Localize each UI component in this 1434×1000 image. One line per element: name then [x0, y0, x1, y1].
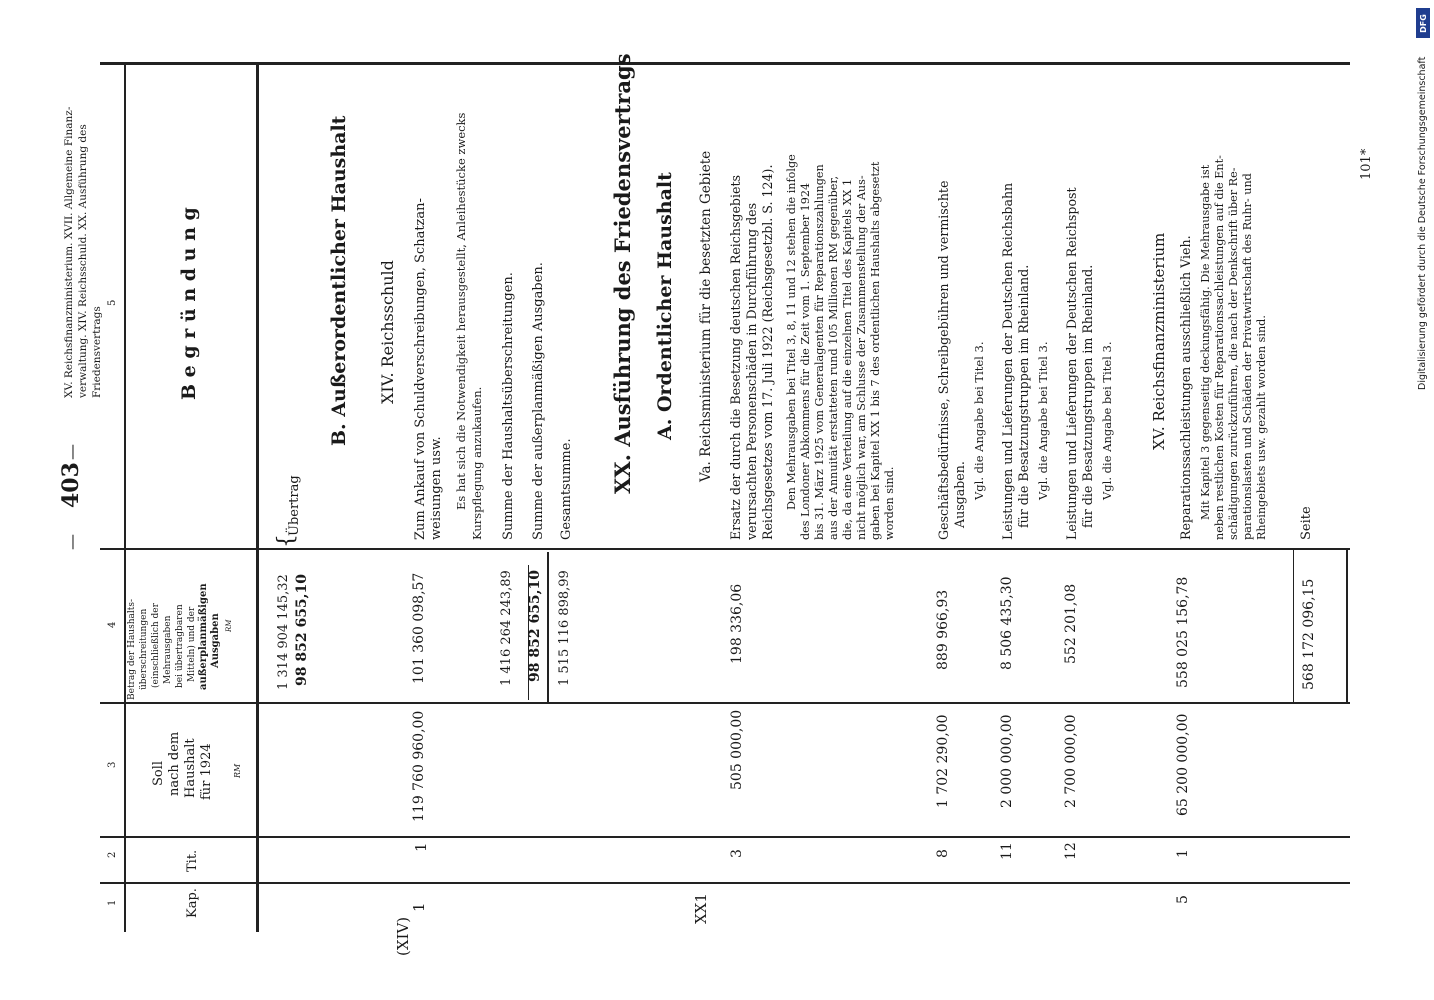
betrag-1: 101 360 098,57	[411, 572, 427, 684]
header-betrag-1: Betrag der Haushalts-	[127, 598, 137, 700]
text-5-line-5: parationslasten und Schäden der Privatwirtschaft des Ruhr- und	[1241, 173, 1254, 540]
kap-xx1: XX1	[692, 893, 710, 924]
text-11-line-a: Leistungen und Lieferungen der Deutschen Reichsbahn	[1000, 182, 1015, 540]
text-1-line-d: Kurspflegung anzukaufen.	[470, 386, 484, 540]
rule-table-end	[1346, 548, 1348, 703]
soll-12: 2 700 000,00	[1063, 714, 1079, 808]
betrag-12: 552 201,08	[1063, 583, 1079, 664]
colnum-3: 3	[107, 761, 118, 768]
text-1-line-c: Es hat sich die Notwendigkeit herausgestellt, Anleihestücke zwecks	[454, 112, 468, 510]
sum-overruns-label: Summe der Haushaltsüberschreitungen.	[501, 272, 516, 540]
text-3-line-5: des Londoner Abkommens für die Zeit vom 1. September 1924	[799, 182, 812, 540]
seite-label: Seite	[1299, 506, 1314, 540]
header-kap: Kap.	[185, 888, 200, 918]
uebertrag-amount-a: 1 314 904 145,32	[276, 574, 291, 690]
section-xv-heading: XV. Reichsfinanzministerium	[1150, 232, 1168, 450]
header-betrag-8: Ausgaben	[210, 613, 221, 668]
text-3-line-11: worden sind.	[883, 466, 896, 540]
rule-col1-col2	[100, 882, 1350, 884]
total-amount: 1 515 116 898,99	[557, 570, 572, 686]
brace-symbol: {	[274, 534, 299, 548]
colnum-2: 2	[107, 851, 118, 858]
header-soll-1: Soll	[151, 760, 166, 786]
text-5-line-1: Reparationssachleistungen ausschließlich Vieh.	[1178, 235, 1193, 540]
header-betrag-7: außerplanmäßigen	[198, 583, 209, 690]
text-11-line-c: Vgl. die Angabe bei Titel 3.	[1036, 341, 1050, 500]
text-5-line-6: Rheingebiets usw. gezahlt worden sind.	[1255, 315, 1268, 540]
kap-xiv-1: 1	[410, 902, 428, 912]
header-tit: Tit.	[185, 849, 200, 872]
kap-5: 5	[1175, 895, 1191, 904]
soll-3: 505 000,00	[729, 709, 745, 790]
rule-header-top	[100, 62, 1350, 65]
colnum-4: 4	[107, 621, 118, 628]
colnum-1: 1	[107, 899, 118, 906]
sum-extra-label: Summe der außerplanmäßigen Ausgaben.	[531, 262, 546, 540]
dash-right: —	[62, 444, 81, 460]
text-12-line-b: für die Besatzungstruppen im Rheinland.	[1080, 264, 1095, 528]
kap-xiv: (XIV)	[394, 916, 412, 956]
header-soll-4: für 1924	[199, 743, 214, 800]
dfg-logo-text: DFG	[1418, 13, 1428, 33]
betrag-3: 198 336,06	[729, 583, 745, 664]
betrag-11: 8 506 435,30	[999, 576, 1015, 670]
header-betrag-2: überschreitungen	[139, 608, 149, 690]
total-label: Gesamtsumme.	[559, 438, 574, 540]
text-3-line-10: gaben bei Kapitel XX 1 bis 7 des ordentlichen Haushalts abgesetzt	[869, 161, 882, 540]
section-b-heading: B. Außerordentlicher Haushalt	[328, 115, 350, 446]
text-3-line-4: Den Mehrausgaben bei Titel 3, 8, 11 und 12 stehen die infolge	[785, 154, 798, 510]
section-va-heading: Va. Reichsministerium für die besetzten Gebiete	[698, 150, 714, 482]
betrag-8: 889 966,93	[935, 589, 951, 670]
text-8-line-a: Geschäftsbedürfnisse, Schreibgebühren und vermischte	[936, 180, 951, 540]
text-5-line-3: neben restlichen Kosten für Reparationssachleistungen auf die Ent-	[1213, 155, 1226, 540]
header-soll-unit: RM	[233, 763, 242, 778]
tit-11: 11	[999, 842, 1015, 860]
header-soll-3: Haushalt	[183, 738, 198, 798]
text-11-line-b: für die Besatzungstruppen im Rheinland.	[1016, 264, 1031, 528]
page-number: 403	[58, 462, 84, 508]
tit-3: 3	[729, 849, 745, 858]
rule-col3-col4	[100, 702, 1350, 704]
section-a-heading: A. Ordentlicher Haushalt	[654, 172, 676, 440]
text-1-line-b: weisungen usw.	[429, 436, 444, 540]
running-title-line-2: verwaltung. XIV. Reichsschuld. XX. Ausführung des	[77, 124, 89, 398]
text-3-line-7: aus der Annuität erstatteten rund 105 Millionen RM gegenüber,	[827, 175, 840, 540]
folio-number: 101*	[1359, 148, 1374, 180]
tit-5-1: 1	[1175, 849, 1191, 858]
rule-col4-col5	[100, 548, 1350, 550]
tit-8: 8	[935, 849, 951, 858]
text-3-line-2: verursachten Personenschäden in Durchführung des	[744, 202, 759, 540]
digitization-note: Digitalisierung gefördert durch die Deutsche Forschungsgemeinschaft	[1417, 56, 1428, 390]
rule-seite	[1293, 548, 1294, 703]
text-3-line-8: die, da eine Verteilung auf die einzelnen Titel des Kapitels XX 1	[841, 178, 854, 540]
text-5-line-4: schädigungen zurückzuführen, die nach der Denkschrift über Re-	[1227, 167, 1240, 540]
soll-11: 2 000 000,00	[999, 714, 1015, 808]
header-begruendung: B e g r ü n d u n g	[178, 207, 200, 400]
text-3-line-3: Reichsgesetzes vom 17. Juli 1922 (Reichsgesetzbl. S. 124).	[760, 164, 775, 540]
rule-colnum-separator	[124, 62, 126, 932]
tit-12: 12	[1063, 842, 1079, 860]
rule-sum-b	[547, 552, 549, 702]
soll-8: 1 702 290,00	[935, 714, 951, 808]
section-xx-heading: XX. Ausführung des Friedensvertrags	[610, 53, 635, 494]
colnum-5: 5	[107, 299, 118, 306]
running-title-line-1: XV. Reichsfinanzministerium. XVII. Allgemeine Finanz-	[63, 106, 75, 398]
sum-overruns-amount: 1 416 264 243,89	[499, 570, 514, 686]
betrag-5: 558 025 156,78	[1175, 576, 1191, 688]
tit-1: 1	[412, 842, 430, 852]
text-8-line-c: Vgl. die Angabe bei Titel 3.	[972, 341, 986, 500]
text-12-line-a: Leistungen und Lieferungen der Deutschen Reichspost	[1064, 187, 1079, 540]
dash-left: —	[62, 534, 81, 550]
running-title-line-3: Friedensvertrags	[91, 306, 103, 398]
header-betrag-4: Mehrausgaben	[163, 615, 173, 684]
uebertrag-amount-b: 98 852 655,10	[294, 573, 310, 686]
seite-amount: 568 172 096,15	[1301, 578, 1317, 690]
text-3-line-6: bis 31. März 1925 vom Generalagenten für Reparationszahlungen	[813, 164, 826, 540]
dfg-logo	[1416, 8, 1430, 38]
text-12-line-c: Vgl. die Angabe bei Titel 3.	[1100, 341, 1114, 500]
header-betrag-unit: RM	[225, 619, 233, 632]
text-3-line-9: nicht möglich war, am Schlusse der Zusammenstellung der Aus-	[855, 175, 868, 540]
header-betrag-3: (einschließlich der	[151, 603, 161, 688]
header-soll-2: nach dem	[167, 731, 182, 796]
section-xiv-heading: XIV. Reichsschuld	[378, 260, 397, 404]
text-5-line-2: Mit Kapitel 3 gegenseitig deckungsfähig. Die Mehrausgabe ist	[1199, 164, 1212, 520]
header-betrag-5: bei übertragbaren	[175, 604, 185, 688]
soll-1: 119 760 960,00	[411, 710, 427, 822]
sum-extra-amount: 98 852 655,10	[527, 569, 543, 682]
rule-header-bottom	[256, 62, 259, 932]
text-3-line-1: Ersatz der durch die Besetzung deutschen Reichsgebiets	[728, 175, 743, 540]
text-1-line-a: Zum Ankauf von Schuldverschreibungen, Schatzan-	[413, 198, 428, 540]
text-8-line-b: Ausgaben.	[952, 461, 967, 528]
header-betrag-6: Mitteln) und der	[187, 606, 197, 682]
rule-col2-col3	[100, 836, 1350, 838]
soll-5: 65 200 000,00	[1175, 713, 1191, 816]
uebertrag-label: Übertrag	[287, 475, 302, 536]
